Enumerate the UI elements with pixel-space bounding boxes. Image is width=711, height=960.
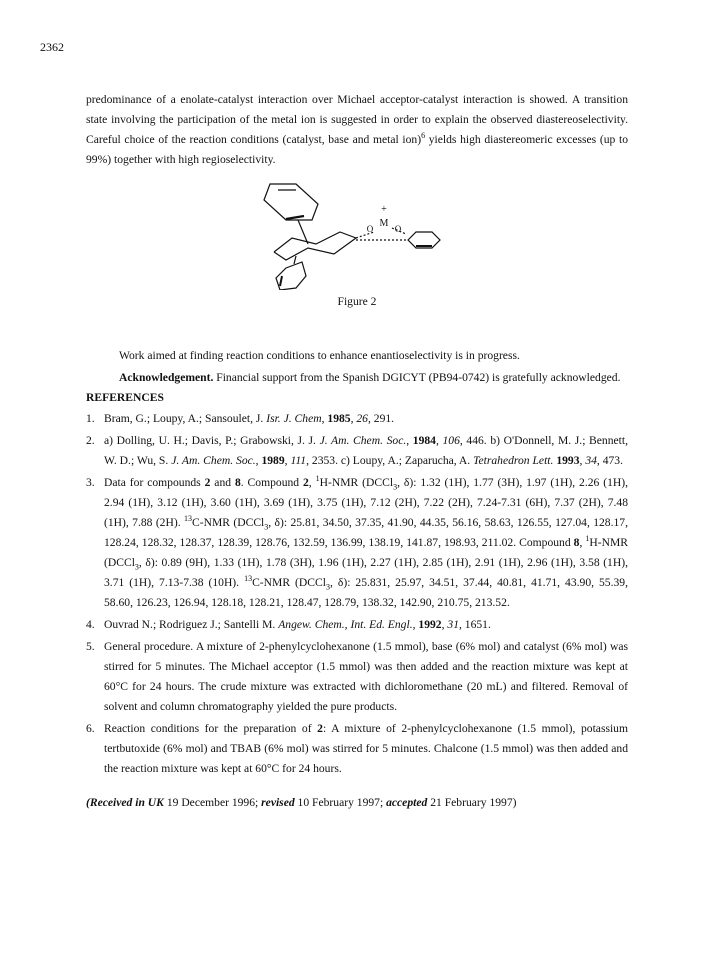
reference-text: Bram, G.; Loupy, A.; Sansoulet, J. Isr. J. Chem, 1985, 26, 291. [104, 412, 395, 425]
reference-number: 1. [86, 412, 95, 425]
reference-text: a) Dolling, U. H.; Davis, P.; Grabowski, J. J. J. Am. Chem. Soc., 1984, 106, 446. b) O'Donnell, M. J.; Bennett, W. D.; Wu, S. J. Am. Chem. Soc., 1989, 111, 2353. c) Loupy, A.; Zaparucha, A. Tetrahedron Lett. 1993, 34, 473. [104, 434, 629, 467]
intro-text-2: yields high diastereomeric excesses (up to 99%) together with high regioselectivity. [86, 133, 628, 166]
reference-text: Ouvrad N.; Rodriguez J.; Santelli M. Angew. Chem., Int. Ed. Engl., 1992, 31, 1651. [104, 618, 491, 631]
transition-state-structure [256, 176, 456, 290]
oxygen-label-1: O [366, 224, 374, 234]
oxygen-label-2: O [394, 224, 402, 234]
reference-text: Data for compounds 2 and 8. Compound 2, $^1$H-NMR (DCCl$_3$, δ): 1.32 (1H), 1.77 (3H), 1.97 (1H), 2.26 (1H), 2.94 (1H), 3.12 (1H), 3.60 (1H), 3.69 (1H), 3.75 (1H), 7.12 (2H), 7.22 (2H), 7.24-7.31 (6H), 7.37 (2H), 7.48 (1H), 7.88 (2H). $^{13}$C-NMR (DCCl$_3$, δ): 25.81, 34.50, 37.35, 41.90, 44.35, 56.16, 58.63, 126.55, 127.04, 128.17, 128.24, 128.32, 128.37, 128.39, 128.76, 132.59, 136.99, 138.19, 141.87, 198.93, 211.02. Compound 8, $^1$H-NMR (DCCl$_3$, δ): 0.89 (9H), 1.33 (1H), 1.78 (3H), 1.96 (1H), 2.27 (1H), 2.85 (1H), 2.91 (1H), 2.96 (1H), 3.58 (1H), 3.71 (1H), 7.13-7.38 (10H). $^{13}$C-NMR (DCCl$_3$, δ): 25.831, 25.97, 34.51, 37.44, 40.81, 41.71, 43.90, 55.39, 58.60, 126.23, 126.94, 128.18, 128.21, 128.47, 128.79, 138.32, 142.90, 210.75, 213.52. [104, 474, 629, 609]
reference-number: 2. [86, 434, 95, 447]
acknowledgement-heading: Acknowledgement. [119, 371, 214, 384]
figure-2 [86, 176, 628, 316]
reference-number: 6. [86, 722, 95, 735]
plus-sign: + [381, 204, 387, 215]
reference-6 [86, 719, 628, 779]
reference-2 [86, 431, 628, 471]
page-content [86, 90, 628, 813]
reference-number: 5. [86, 640, 95, 653]
intro-text-1: predominance of a enolate-catalyst interaction over Michael acceptor-catalyst interaction is showed. A transition state involving the participation of the metal ion is suggested in order to explain the observed diastereoselectivity. Careful choice of the reaction conditions (catalyst, base and metal ion) [86, 93, 628, 146]
footnote-6-mark: 6 [421, 131, 426, 141]
acknowledgement-text: Financial support from the Spanish DGICYT (PB94-0742) is gratefully acknowledged. [213, 371, 621, 384]
intro-paragraph [86, 90, 628, 170]
reference-number: 4. [86, 618, 95, 631]
work-paragraph: Work aimed at finding reaction conditions to enhance enantioselectivity is in progress. [119, 349, 520, 362]
received-dates: (Received in UK 19 December 1996; revised 10 February 1997; accepted 21 February 1997) [86, 796, 517, 809]
reference-5 [86, 637, 628, 717]
reference-text: Reaction conditions for the preparation of 2: A mixture of 2-phenylcyclohexanone (1.5 mmol), potassium tertbutoxide (6% mol) and TBAB (6% mol) was stirred for 5 minutes. Chalcone (1.5 mmol) was then added and the reaction mixture was kept at 60°C for 24 hours. [104, 722, 628, 775]
reference-1 [86, 409, 628, 429]
metal-label: M [379, 218, 389, 229]
references-heading: REFERENCES [86, 391, 164, 404]
cyclohexanone-ring [274, 232, 356, 260]
reference-number: 3. [86, 476, 95, 489]
reference-4 [86, 615, 628, 635]
figure-caption: Figure 2 [337, 295, 377, 308]
reference-text: General procedure. A mixture of 2-phenylcyclohexanone (1.5 mmol), base (6% mol) and catalyst (6% mol) was stirred for 5 minutes. The Michael acceptor (1.5 mmol) was then added and the reaction mixture was kept at 60°C for 24 hours. The crude mixture was extracted with dichloromethane (20 mL) and filtered. Removal of solvent and column chromatography yielded the pure products. [104, 640, 628, 713]
page-number: 2362 [40, 40, 64, 54]
upper-phenyl-ring [264, 184, 318, 220]
reference-3 [86, 473, 628, 613]
acknowledgement [86, 368, 628, 388]
